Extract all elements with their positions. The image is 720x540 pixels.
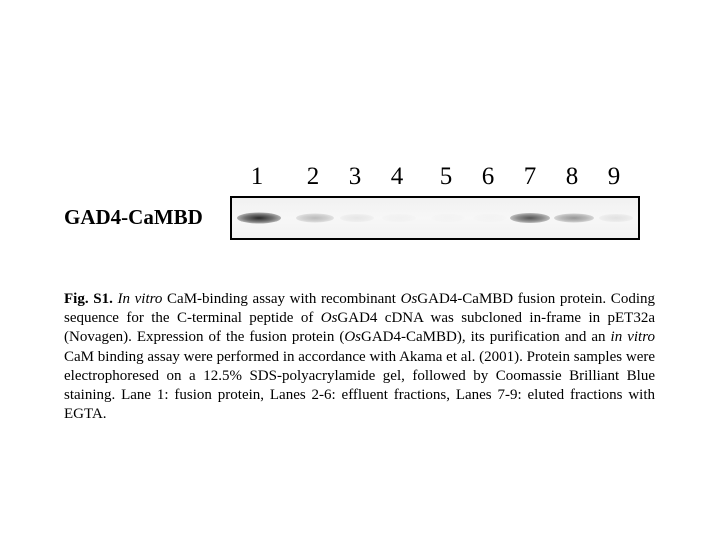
caption-text-2: GAD4-CaMBD fusion protein. Coding sequence for the C-terminal peptide of — [64, 291, 655, 327]
caption-in-vitro-2: in vitro — [610, 329, 655, 346]
caption-os-2: Os — [320, 310, 338, 327]
caption-os-1: Os — [400, 291, 418, 307]
gel-band-7 — [510, 213, 550, 223]
lane-number-4: 4 — [390, 163, 404, 190]
lane-number-5: 5 — [439, 163, 453, 190]
lane-number-7: 7 — [523, 163, 537, 190]
caption-text-1: CaM-binding assay with recombinant — [162, 291, 401, 307]
lane-number-2: 2 — [306, 163, 320, 190]
gel-band-6 — [473, 214, 507, 222]
caption-text-3: GAD4 cDNA was subcloned in-frame in pET32a (Novagen). Expression of the fusion protein ( — [64, 310, 655, 346]
caption-in-vitro-1: In vitro — [117, 291, 163, 307]
row-label: GAD4-CaMBD — [64, 205, 203, 229]
gel-image — [230, 196, 640, 240]
caption-text-4: GAD4-CaMBD), its purification and an — [361, 329, 611, 346]
gel-band-2 — [296, 214, 334, 223]
gel-band-9 — [599, 214, 633, 222]
caption-figure-label: Fig. S1. — [64, 291, 113, 307]
lane-number-3: 3 — [348, 163, 362, 190]
lane-number-8: 8 — [565, 163, 579, 190]
caption-text-5: CaM binding assay were performed in accordance with Akama et al. (2001). Protein samples were electrophoresed on a 12.5% SDS-polyacrylamide gel, followed by Coomassie Brilliant Blue staining. Lane 1: fusion protein, Lanes 2-6: effluent fractions, Lanes 7-9: eluted fractions with EGTA. — [64, 348, 655, 423]
gel-band-4 — [382, 214, 416, 222]
figure-caption — [64, 290, 655, 424]
caption-os-3: Os — [344, 329, 362, 346]
gel-band-1 — [237, 213, 281, 224]
gel-band-5 — [431, 214, 465, 222]
lane-number-9: 9 — [607, 163, 621, 190]
lane-number-6: 6 — [481, 163, 495, 190]
lane-number-1: 1 — [250, 163, 264, 190]
gel-band-8 — [554, 214, 594, 223]
gel-band-3 — [340, 214, 374, 222]
